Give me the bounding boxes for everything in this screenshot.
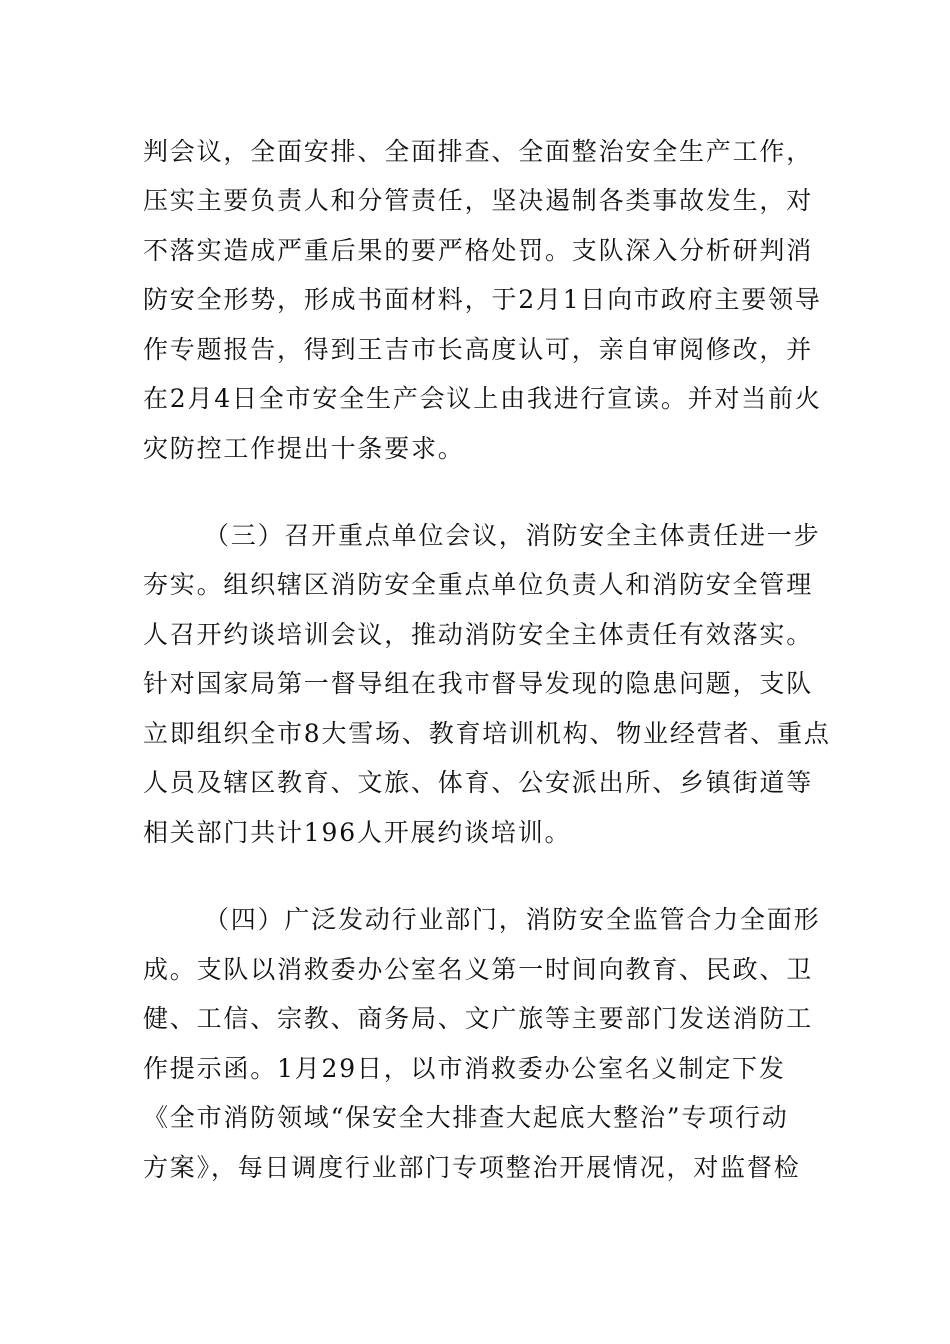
- paragraph-heading-line: （四）广泛发动行业部门，消防安全监管合力全面形: [204, 905, 821, 934]
- paragraph-line: 判会议，全面安排、全面排查、全面整治安全生产工作，: [143, 137, 814, 166]
- paragraph-line: 方案》，每日调度行业部门专项整治开展情况，对监督检: [143, 1153, 801, 1182]
- paragraph-line: 针对国家局第一督导组在我市督导发现的隐患问题，支队: [143, 669, 814, 698]
- paragraph-line: 健、工信、宗教、商务局、文广旅等主要部门发送消防工: [143, 1004, 814, 1033]
- paragraph-line: 不落实造成严重后果的要严格处罚。支队深入分析研判消: [143, 236, 814, 265]
- paragraph-line: 《全市消防领域“保安全大排查大起底大整治”专项行动: [143, 1103, 789, 1132]
- paragraph-line: 在2月4日全市安全生产会议上由我进行宣读。并对当前火: [143, 384, 822, 413]
- paragraph-line: 压实主要负责人和分管责任，坚决遏制各类事故发生，对: [143, 186, 814, 215]
- paragraph-line: 夯实。组织辖区消防安全重点单位负责人和消防安全管理: [143, 570, 814, 599]
- paragraph-line: 防安全形势，形成书面材料，于2月1日向市政府主要领导: [143, 285, 822, 314]
- paragraph-line: 人召开约谈培训会议，推动消防安全主体责任有效落实。: [143, 620, 814, 649]
- paragraph-line: 人员及辖区教育、文旅、体育、公安派出所、乡镇街道等: [143, 768, 814, 797]
- paragraph-line: 灾防控工作提出十条要求。: [143, 434, 465, 463]
- paragraph-line: 作提示函。1月29日，以市消救委办公室名义制定下发: [143, 1054, 786, 1083]
- paragraph-line: 立即组织全市8大雪场、教育培训机构、物业经营者、重点: [143, 719, 831, 748]
- paragraph-line: 成。支队以消救委办公室名义第一时间向教育、民政、卫: [143, 955, 814, 984]
- paragraph-heading-line: （三）召开重点单位会议，消防安全主体责任进一步: [204, 521, 821, 550]
- paragraph-line: 相关部门共计196人开展约谈培训。: [143, 818, 572, 847]
- paragraph-line: 作专题报告，得到王吉市长高度认可，亲自审阅修改，并: [143, 335, 814, 364]
